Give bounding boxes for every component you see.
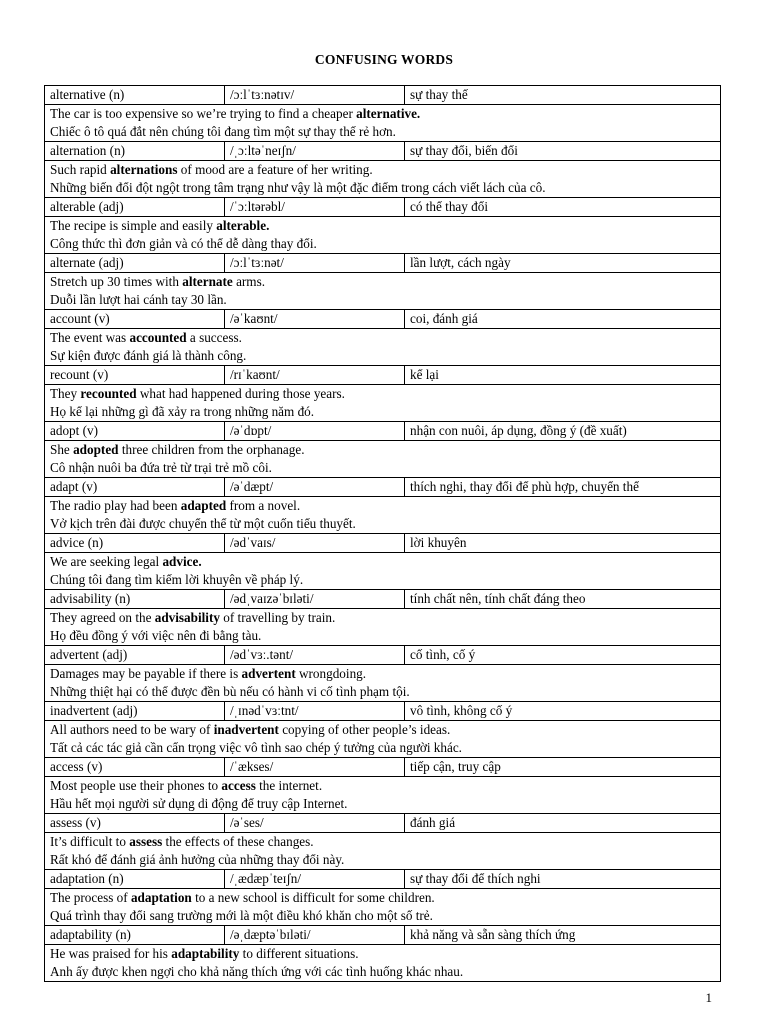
example-sentence bbox=[50, 889, 715, 907]
example-text-after: of travelling by train. bbox=[219, 610, 336, 625]
ipa-cell: /ɔːlˈtɜːnətɪv/ bbox=[225, 86, 405, 105]
entry-header-row bbox=[45, 86, 721, 105]
entry-example-row bbox=[45, 497, 721, 534]
example-text-after: wrongdoing. bbox=[295, 666, 367, 681]
example-text-after: three children from the orphanage. bbox=[118, 442, 305, 457]
example-sentence bbox=[50, 497, 715, 515]
entry-example-row bbox=[45, 441, 721, 478]
word-cell: alternate (adj) bbox=[45, 254, 225, 273]
vietnamese-translation: Họ đều đồng ý với việc nên đi bằng tàu. bbox=[50, 628, 262, 643]
word-cell: assess (v) bbox=[45, 814, 225, 833]
example-sentence bbox=[50, 329, 715, 347]
word-cell: adaptability (n) bbox=[45, 926, 225, 945]
example-cell bbox=[45, 833, 721, 870]
example-cell bbox=[45, 441, 721, 478]
entry-example-row bbox=[45, 889, 721, 926]
highlighted-word: adopted bbox=[73, 442, 119, 457]
word-cell: advisability (n) bbox=[45, 590, 225, 609]
ipa-cell: /ədˌvaɪzəˈbɪləti/ bbox=[225, 590, 405, 609]
example-sentence bbox=[50, 609, 715, 627]
entry-header-row bbox=[45, 814, 721, 833]
example-text-before: We are seeking legal bbox=[50, 554, 163, 569]
word-cell: adopt (v) bbox=[45, 422, 225, 441]
example-cell bbox=[45, 217, 721, 254]
highlighted-word: advertent bbox=[241, 666, 296, 681]
entry-header-row bbox=[45, 254, 721, 273]
example-text-before: They agreed on the bbox=[50, 610, 155, 625]
entry-header-row bbox=[45, 702, 721, 721]
highlighted-word: alternations bbox=[110, 162, 178, 177]
entry-example-row bbox=[45, 161, 721, 198]
example-sentence bbox=[50, 105, 715, 123]
vietnamese-translation: Chúng tôi đang tìm kiếm lời khuyên về pháp lý. bbox=[50, 572, 304, 587]
example-sentence bbox=[50, 721, 715, 739]
vietnamese-translation: Cô nhận nuôi ba đứa trẻ từ trại trẻ mồ côi. bbox=[50, 460, 272, 475]
meaning-cell: tiếp cận, truy cập bbox=[405, 758, 721, 777]
example-text-after: to a new school is difficult for some children. bbox=[191, 890, 435, 905]
example-text-before: The process of bbox=[50, 890, 131, 905]
entry-header-row bbox=[45, 926, 721, 945]
entry-example-row bbox=[45, 329, 721, 366]
entry-header-row bbox=[45, 758, 721, 777]
vietnamese-translation: Hầu hết mọi người sử dụng di động để truy cập Internet. bbox=[50, 796, 348, 811]
example-cell bbox=[45, 777, 721, 814]
ipa-cell: /ˌædæpˈteɪʃn/ bbox=[225, 870, 405, 889]
ipa-cell: /əˈses/ bbox=[225, 814, 405, 833]
example-text-before: The recipe is simple and easily bbox=[50, 218, 217, 233]
vietnamese-translation: Tất cả các tác giả cần cẩn trọng việc vô tình sao chép ý tưởng của người khác. bbox=[50, 740, 462, 755]
ipa-cell: /əˈkaʊnt/ bbox=[225, 310, 405, 329]
example-sentence bbox=[50, 385, 715, 403]
example-sentence bbox=[50, 833, 715, 851]
ipa-cell: /ədˈvaɪs/ bbox=[225, 534, 405, 553]
example-text-before: It’s difficult to bbox=[50, 834, 130, 849]
word-cell: alterable (adj) bbox=[45, 198, 225, 217]
meaning-cell: lần lượt, cách ngày bbox=[405, 254, 721, 273]
word-cell: recount (v) bbox=[45, 366, 225, 385]
example-cell bbox=[45, 497, 721, 534]
entry-example-row bbox=[45, 105, 721, 142]
entry-example-row bbox=[45, 553, 721, 590]
vocabulary-table bbox=[44, 85, 721, 982]
entry-header-row bbox=[45, 478, 721, 497]
example-cell bbox=[45, 553, 721, 590]
example-text-before: The event was bbox=[50, 330, 130, 345]
ipa-cell: /ˌɪnədˈvɜːtnt/ bbox=[225, 702, 405, 721]
meaning-cell: lời khuyên bbox=[405, 534, 721, 553]
highlighted-word: alternate bbox=[182, 274, 233, 289]
vietnamese-translation: Những thiệt hại có thể được đền bù nếu có hành vi cố tình phạm tội. bbox=[50, 684, 410, 699]
highlighted-word: alternative. bbox=[356, 106, 421, 121]
entry-example-row bbox=[45, 385, 721, 422]
highlighted-word: assess bbox=[129, 834, 163, 849]
example-cell bbox=[45, 385, 721, 422]
vietnamese-translation: Công thức thì đơn giản và có thể dễ dàng thay đổi. bbox=[50, 236, 317, 251]
word-cell: adaptation (n) bbox=[45, 870, 225, 889]
entry-example-row bbox=[45, 945, 721, 982]
entry-example-row bbox=[45, 721, 721, 758]
entry-example-row bbox=[45, 777, 721, 814]
example-sentence bbox=[50, 665, 715, 683]
meaning-cell: cố tình, cố ý bbox=[405, 646, 721, 665]
example-cell bbox=[45, 609, 721, 646]
example-text-before: The car is too expensive so we’re trying to find a cheaper bbox=[50, 106, 357, 121]
example-sentence bbox=[50, 777, 715, 795]
meaning-cell: sự thay đổi để thích nghi bbox=[405, 870, 721, 889]
example-text-before: Stretch up 30 times with bbox=[50, 274, 183, 289]
example-text-after: arms. bbox=[232, 274, 265, 289]
vietnamese-translation: Chiếc ô tô quá đắt nên chúng tôi đang tìm một sự thay thế rẻ hơn. bbox=[50, 124, 396, 139]
meaning-cell: kể lại bbox=[405, 366, 721, 385]
example-text-after: the effects of these changes. bbox=[162, 834, 314, 849]
ipa-cell: /əˈdɒpt/ bbox=[225, 422, 405, 441]
ipa-cell: /ˈɔːltərəbl/ bbox=[225, 198, 405, 217]
entry-example-row bbox=[45, 665, 721, 702]
highlighted-word: adaptation bbox=[130, 890, 192, 905]
example-text-before: She bbox=[50, 442, 74, 457]
meaning-cell: sự thay đổi, biến đổi bbox=[405, 142, 721, 161]
entry-header-row bbox=[45, 142, 721, 161]
example-text-after: copying of other people’s ideas. bbox=[278, 722, 451, 737]
ipa-cell: /ˈækses/ bbox=[225, 758, 405, 777]
vietnamese-translation: Anh ấy được khen ngợi cho khả năng thích ứng với các tình huống khác nhau. bbox=[50, 964, 464, 979]
example-cell bbox=[45, 273, 721, 310]
example-cell bbox=[45, 105, 721, 142]
highlighted-word: adaptability bbox=[171, 946, 240, 961]
example-sentence bbox=[50, 441, 715, 459]
vietnamese-translation: Sự kiện được đánh giá là thành công. bbox=[50, 348, 247, 363]
meaning-cell: nhận con nuôi, áp dụng, đồng ý (đề xuất) bbox=[405, 422, 721, 441]
example-cell bbox=[45, 329, 721, 366]
meaning-cell: đánh giá bbox=[405, 814, 721, 833]
word-cell: alternation (n) bbox=[45, 142, 225, 161]
vietnamese-translation: Vở kịch trên đài được chuyển thể từ một cuốn tiểu thuyết. bbox=[50, 516, 356, 531]
example-text-before: They bbox=[50, 386, 81, 401]
ipa-cell: /əˈdæpt/ bbox=[225, 478, 405, 497]
example-text-before: He was praised for his bbox=[50, 946, 172, 961]
meaning-cell: thích nghi, thay đổi để phù hợp, chuyển thể bbox=[405, 478, 721, 497]
word-cell: adapt (v) bbox=[45, 478, 225, 497]
ipa-cell: /ədˈvɜː.tənt/ bbox=[225, 646, 405, 665]
entry-header-row bbox=[45, 310, 721, 329]
meaning-cell: coi, đánh giá bbox=[405, 310, 721, 329]
example-text-before: Damages may be payable if there is bbox=[50, 666, 242, 681]
ipa-cell: /ˌɔːltəˈneɪʃn/ bbox=[225, 142, 405, 161]
example-text-before: All authors need to be wary of bbox=[50, 722, 214, 737]
example-text-after: the internet. bbox=[255, 778, 323, 793]
word-cell: advertent (adj) bbox=[45, 646, 225, 665]
word-cell: inadvertent (adj) bbox=[45, 702, 225, 721]
vietnamese-translation: Họ kể lại những gì đã xảy ra trong những năm đó. bbox=[50, 404, 315, 419]
example-sentence bbox=[50, 161, 715, 179]
highlighted-word: adapted bbox=[180, 498, 227, 513]
word-cell: account (v) bbox=[45, 310, 225, 329]
example-cell bbox=[45, 721, 721, 758]
entry-header-row bbox=[45, 870, 721, 889]
ipa-cell: /əˌdæptəˈbɪləti/ bbox=[225, 926, 405, 945]
vietnamese-translation: Duỗi lần lượt hai cánh tay 30 lần. bbox=[50, 292, 227, 307]
entry-example-row bbox=[45, 273, 721, 310]
meaning-cell: tính chất nên, tính chất đáng theo bbox=[405, 590, 721, 609]
example-text-after: of mood are a feature of her writing. bbox=[177, 162, 373, 177]
example-text-after: to different situations. bbox=[239, 946, 359, 961]
example-text-before: Such rapid bbox=[50, 162, 111, 177]
vietnamese-translation: Quá trình thay đổi sang trường mới là một điều khó khăn cho một số trẻ. bbox=[50, 908, 433, 923]
example-text-before: Most people use their phones to bbox=[50, 778, 222, 793]
example-sentence bbox=[50, 553, 715, 571]
meaning-cell: khả năng và sẵn sàng thích ứng bbox=[405, 926, 721, 945]
highlighted-word: access bbox=[221, 778, 256, 793]
entry-header-row bbox=[45, 590, 721, 609]
highlighted-word: alterable. bbox=[216, 218, 270, 233]
example-cell bbox=[45, 665, 721, 702]
highlighted-word: accounted bbox=[129, 330, 187, 345]
example-cell bbox=[45, 161, 721, 198]
entry-header-row bbox=[45, 366, 721, 385]
vietnamese-translation: Những biến đổi đột ngột trong tâm trạng như vậy là một đặc điểm trong cách viết lách của cô. bbox=[50, 180, 546, 195]
example-text-before: The radio play had been bbox=[50, 498, 181, 513]
example-text-after: from a novel. bbox=[226, 498, 301, 513]
entry-header-row bbox=[45, 646, 721, 665]
ipa-cell: /ɔːlˈtɜːnət/ bbox=[225, 254, 405, 273]
ipa-cell: /rɪˈkaʊnt/ bbox=[225, 366, 405, 385]
entry-example-row bbox=[45, 833, 721, 870]
highlighted-word: recounted bbox=[80, 386, 137, 401]
word-cell: alternative (n) bbox=[45, 86, 225, 105]
meaning-cell: có thể thay đổi bbox=[405, 198, 721, 217]
example-sentence bbox=[50, 945, 715, 963]
highlighted-word: advisability bbox=[154, 610, 220, 625]
entry-example-row bbox=[45, 217, 721, 254]
example-sentence bbox=[50, 273, 715, 291]
vietnamese-translation: Rất khó để đánh giá ảnh hưởng của những thay đổi này. bbox=[50, 852, 345, 867]
example-cell bbox=[45, 945, 721, 982]
word-cell: access (v) bbox=[45, 758, 225, 777]
highlighted-word: advice. bbox=[162, 554, 202, 569]
meaning-cell: vô tình, không cố ý bbox=[405, 702, 721, 721]
entry-header-row bbox=[45, 198, 721, 217]
example-text-after: what had happened during those years. bbox=[136, 386, 345, 401]
meaning-cell: sự thay thế bbox=[405, 86, 721, 105]
word-cell: advice (n) bbox=[45, 534, 225, 553]
example-cell bbox=[45, 889, 721, 926]
entry-header-row bbox=[45, 422, 721, 441]
highlighted-word: inadvertent bbox=[213, 722, 279, 737]
entry-example-row bbox=[45, 609, 721, 646]
example-text-after: a success. bbox=[186, 330, 242, 345]
example-sentence bbox=[50, 217, 715, 235]
entry-header-row bbox=[45, 534, 721, 553]
page-number: 1 bbox=[705, 990, 712, 1005]
document-title: CONFUSING WORDS bbox=[314, 52, 454, 67]
